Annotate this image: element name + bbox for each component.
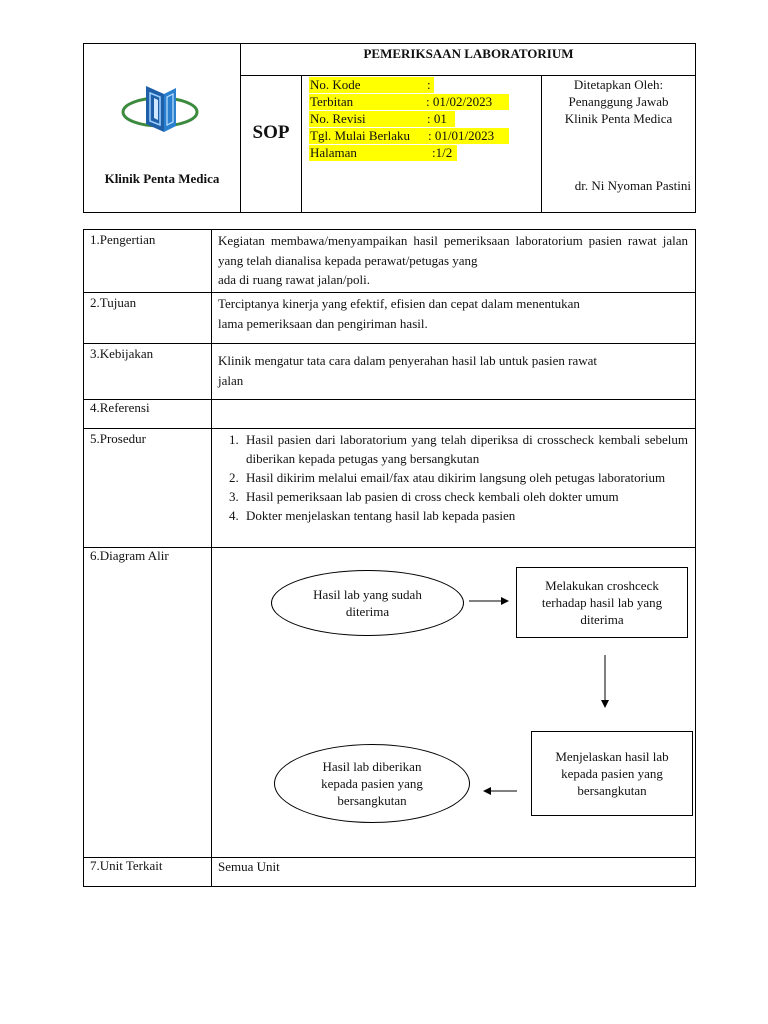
section-label: 6.Diagram Alir <box>90 548 169 563</box>
doc-type-label: SOP <box>252 122 290 143</box>
field-value: : 01 <box>427 111 447 126</box>
flow-text: Menjelaskan hasil lab kepada pasien yang bersangkutan <box>555 749 669 798</box>
field-value: : 01/02/2023 <box>426 94 493 109</box>
procedure-step: 1. Hasil pasien dari laboratorium yang telah diperiksa di crosscheck kembali sebelum diberikan kepada petugas yang bersangkutan <box>242 430 688 468</box>
sop-header-table <box>83 43 696 213</box>
section-label: 4.Referensi <box>90 400 150 415</box>
field-value: : <box>427 77 431 92</box>
field-label: Terbitan <box>310 94 354 109</box>
section-label: 5.Prosedur <box>90 431 146 446</box>
procedure-step: 2. Hasil dikirim melalui email/fax atau dikirim langsung oleh petugas laboratorium <box>242 468 688 487</box>
flow-text: Melakukan croshceck terhadap hasil lab yang diterima <box>541 578 663 627</box>
field-label: Halaman <box>310 145 357 160</box>
flow-arrows <box>84 230 695 886</box>
procedure-step: 3. Hasil pemeriksaan lab pasien di cross check kembali oleh dokter umum <box>242 487 688 506</box>
field-value: : 01/01/2023 <box>428 128 495 143</box>
field-label: No. Kode <box>310 77 361 92</box>
flow-text: Hasil lab yang sudah diterima <box>313 587 422 619</box>
section-label: 7.Unit Terkait <box>90 858 163 873</box>
section-label: 3.Kebijakan <box>90 346 154 361</box>
approval-line: Ditetapkan Oleh: <box>573 77 664 92</box>
signatory-name: dr. Ni Nyoman Pastini <box>574 178 691 193</box>
field-value: :1/2 <box>432 145 453 160</box>
approval-line: Penanggung Jawab <box>568 94 669 109</box>
sop-content-table <box>83 229 696 887</box>
section-label: 1.Pengertian <box>90 232 156 247</box>
clinic-logo <box>120 80 200 142</box>
section-text: Kegiatan membawa/menyampaikan hasil pemeriksaan laboratorium pasien rawat jalan yang telah dianalisa kepada perawat/petugas yang <box>218 233 688 268</box>
document-title: PEMERIKSAAN LABORATORIUM <box>363 46 574 61</box>
section-text-unit: Semua Unit <box>218 859 280 874</box>
field-label: Tgl. Mulai Berlaku <box>310 128 411 143</box>
section-text: ada di ruang rawat jalan/poli. <box>218 272 370 287</box>
approval-block <box>542 76 695 127</box>
section-label: 2.Tujuan <box>90 295 137 310</box>
approval-line: Klinik Penta Medica <box>564 111 673 126</box>
flow-text: Hasil lab diberikan kepada pasien yang bersangkutan <box>321 759 423 808</box>
section-text: Terciptanya kinerja yang efektif, efisien dan cepat dalam menentukan <box>218 296 580 311</box>
section-text: jalan <box>218 372 244 388</box>
section-text: lama pemeriksaan dan pengiriman hasil. <box>218 315 428 331</box>
field-label: No. Revisi <box>310 111 366 126</box>
divider <box>301 75 302 212</box>
clinic-name: Klinik Penta Medica <box>104 171 220 186</box>
section-text: Klinik mengatur tata cara dalam penyerahan hasil lab untuk pasien rawat <box>218 353 598 368</box>
procedure-step: 4. Dokter menjelaskan tentang hasil lab kepada pasien <box>242 506 688 525</box>
